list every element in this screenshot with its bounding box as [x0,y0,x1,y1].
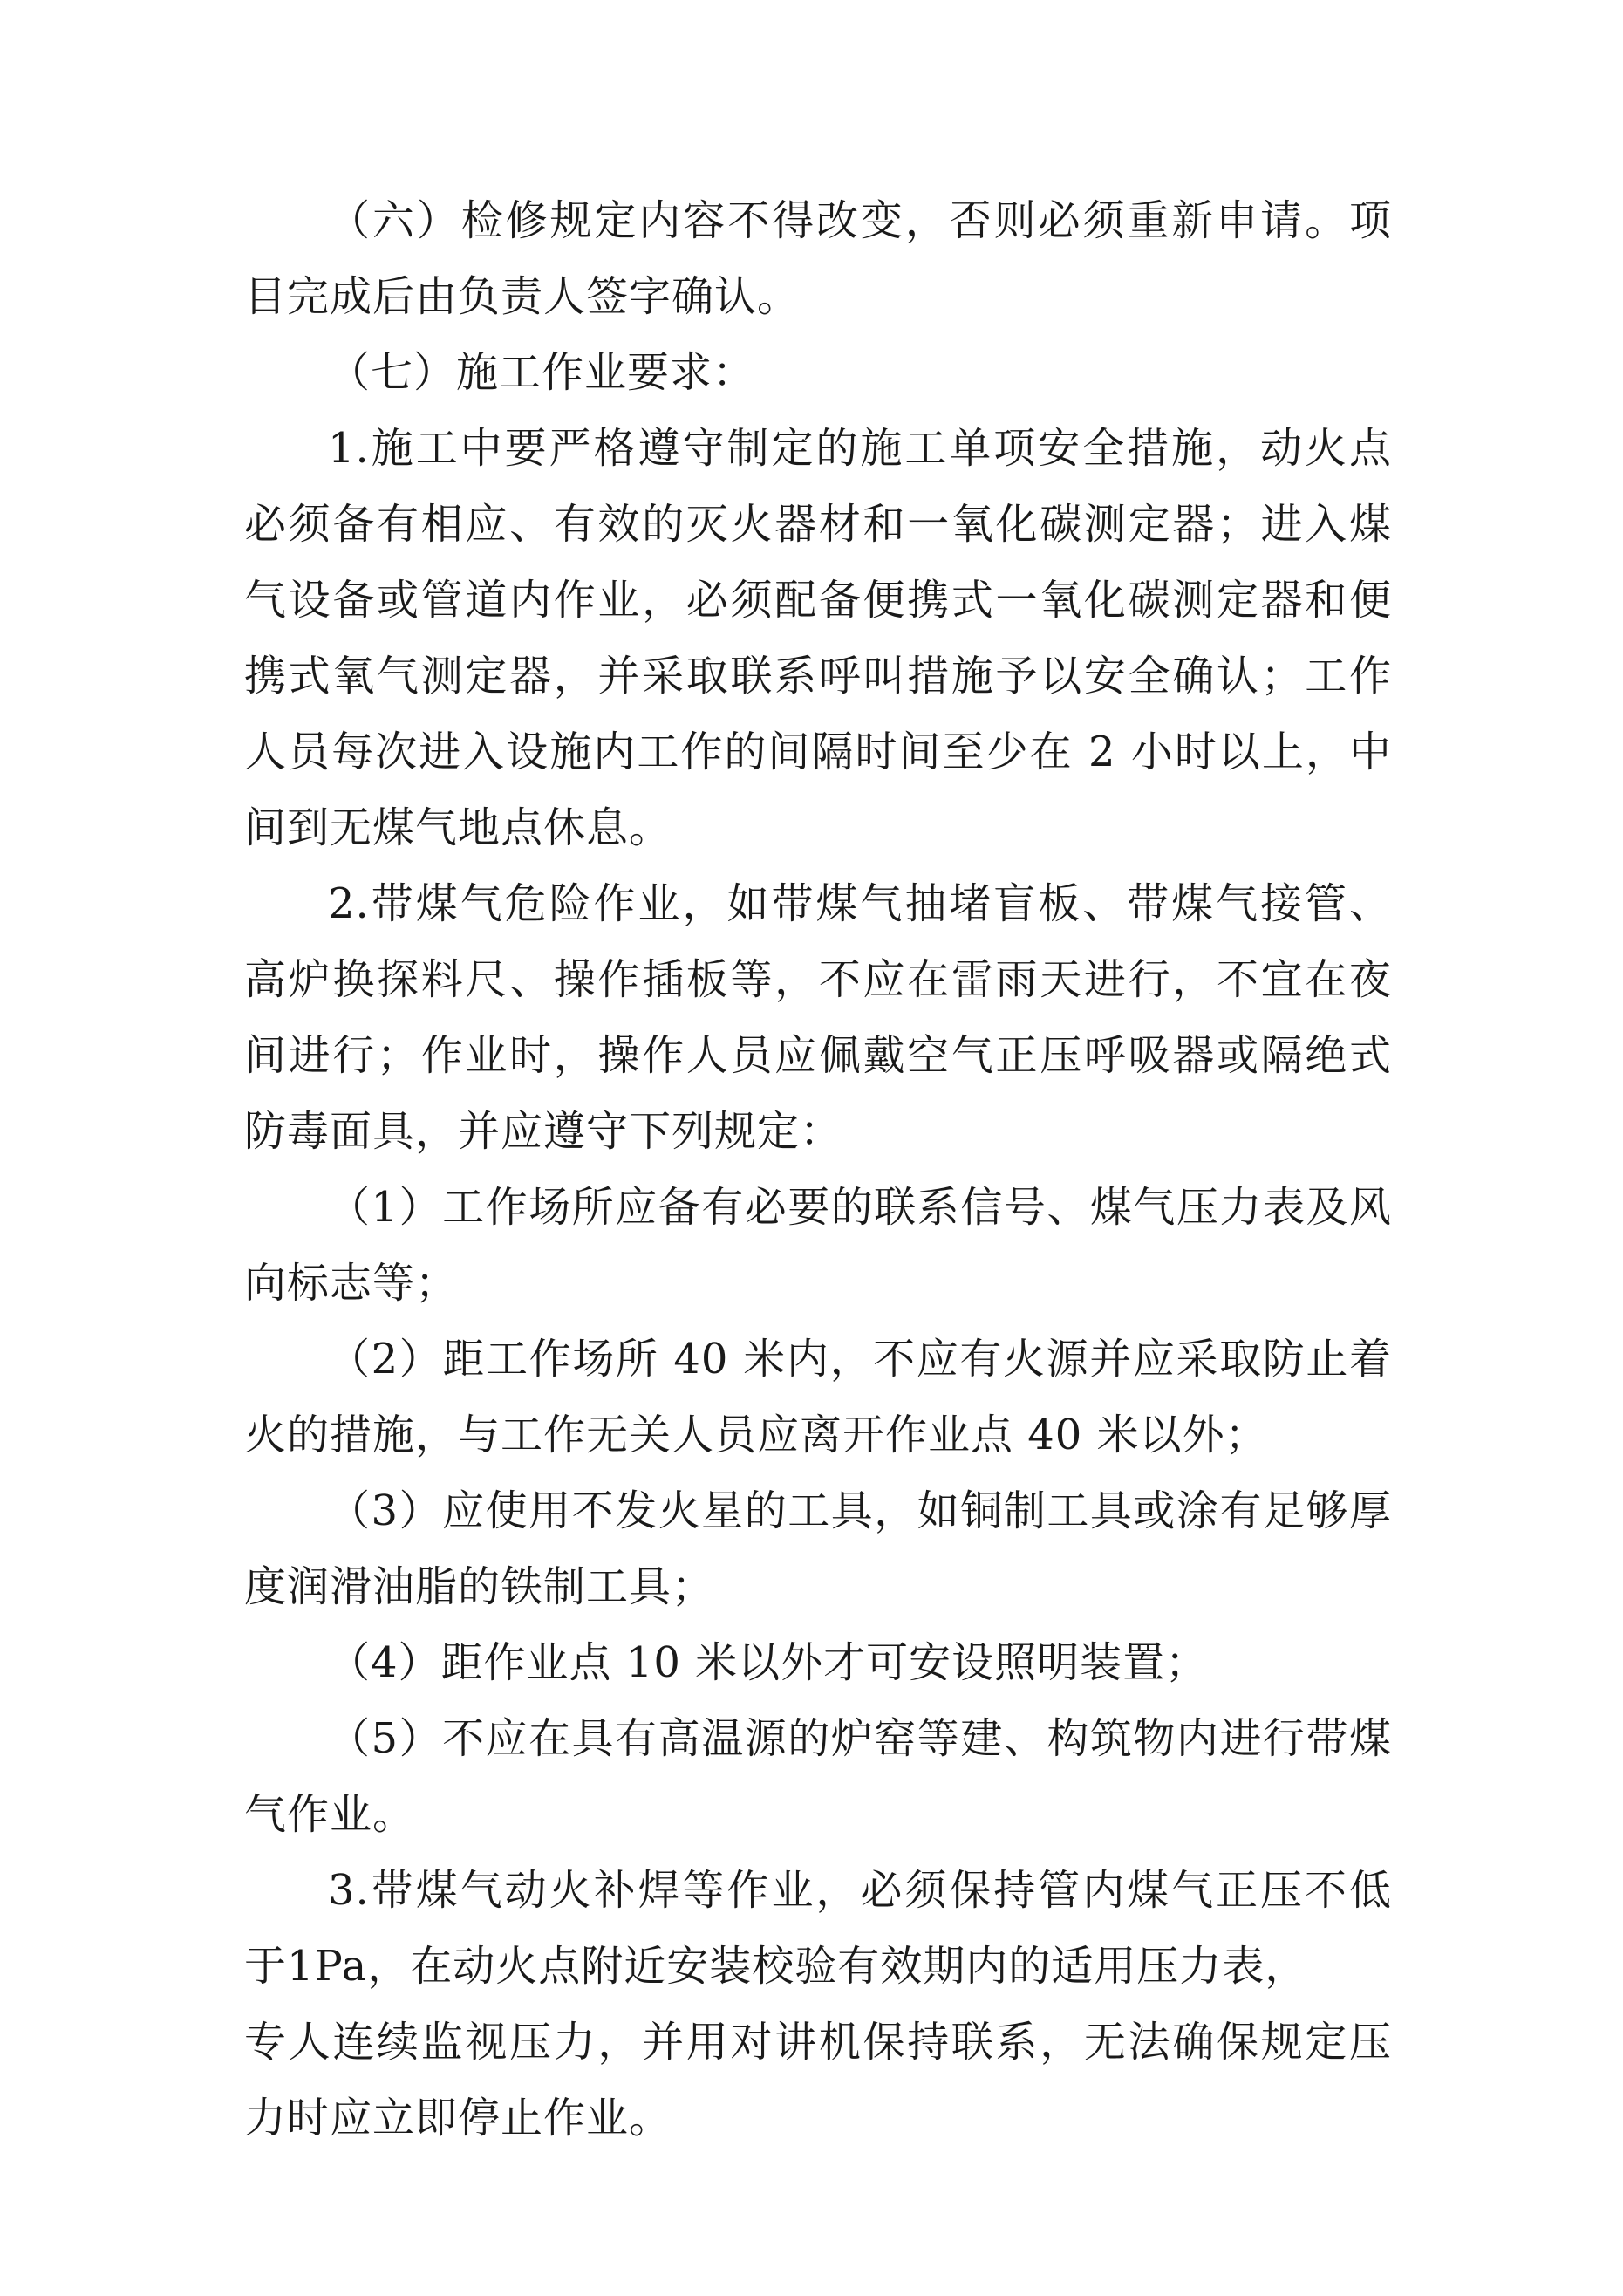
paragraph-item-6: （六）检修规定内容不得改变，否则必须重新申请。项目完成后由负责人签字确认。 [244,196,1392,321]
paragraph-requirement-1: 1.施工中要严格遵守制定的施工单项安全措施，动火点必须备有相应、有效的灭火器材和一氧化碳测定器；进入煤气设备或管道内作业，必须配备便携式一氧化碳测定器和便携式氧气测定器，并采取联系呼叫措施予以安全确认；工作人员每次进入设施内工作的间隔时间至少在 2 小时以上，中间到无煤气地点休息。 [244,424,1392,852]
paragraph-item-7-heading: （七）施工作业要求： [328,348,756,397]
paragraph-requirement-3-continued: 专人连续监视压力，并用对讲机保持联系，无法确保规定压力时应立即停止作业。 [244,2018,1392,2142]
paragraph-rule-3: （3）应使用不发火星的工具，如铜制工具或涂有足够厚度润滑油脂的铁制工具； [244,1486,1392,1611]
paragraph-rule-2: （2）距工作场所 40 米内，不应有火源并应采取防止着火的措施，与工作无关人员应离开作业点 40 米以外； [244,1335,1392,1459]
paragraph-requirement-3: 3.带煤气动火补焊等作业，必须保持管内煤气正压不低于1Pa，在动火点附近安装校验有效期内的适用压力表， [244,1866,1392,1991]
paragraph-rule-5: （5）不应在具有高温源的炉窑等建、构筑物内进行带煤气作业。 [244,1714,1392,1839]
paragraph-rule-1: （1）工作场所应备有必要的联系信号、煤气压力表及风向标志等； [244,1183,1392,1308]
document-body [244,183,1392,2156]
paragraph-rule-4: （4）距作业点 10 米以外才可安设照明装置； [328,1638,1209,1687]
paragraph-requirement-2: 2.带煤气危险作业，如带煤气抽堵盲板、带煤气接管、高炉换探料尺、操作插板等，不应在雷雨天进行，不宜在夜间进行；作业时，操作人员应佩戴空气正压呼吸器或隔绝式防毒面具，并应遵守下列规定： [244,879,1392,1156]
